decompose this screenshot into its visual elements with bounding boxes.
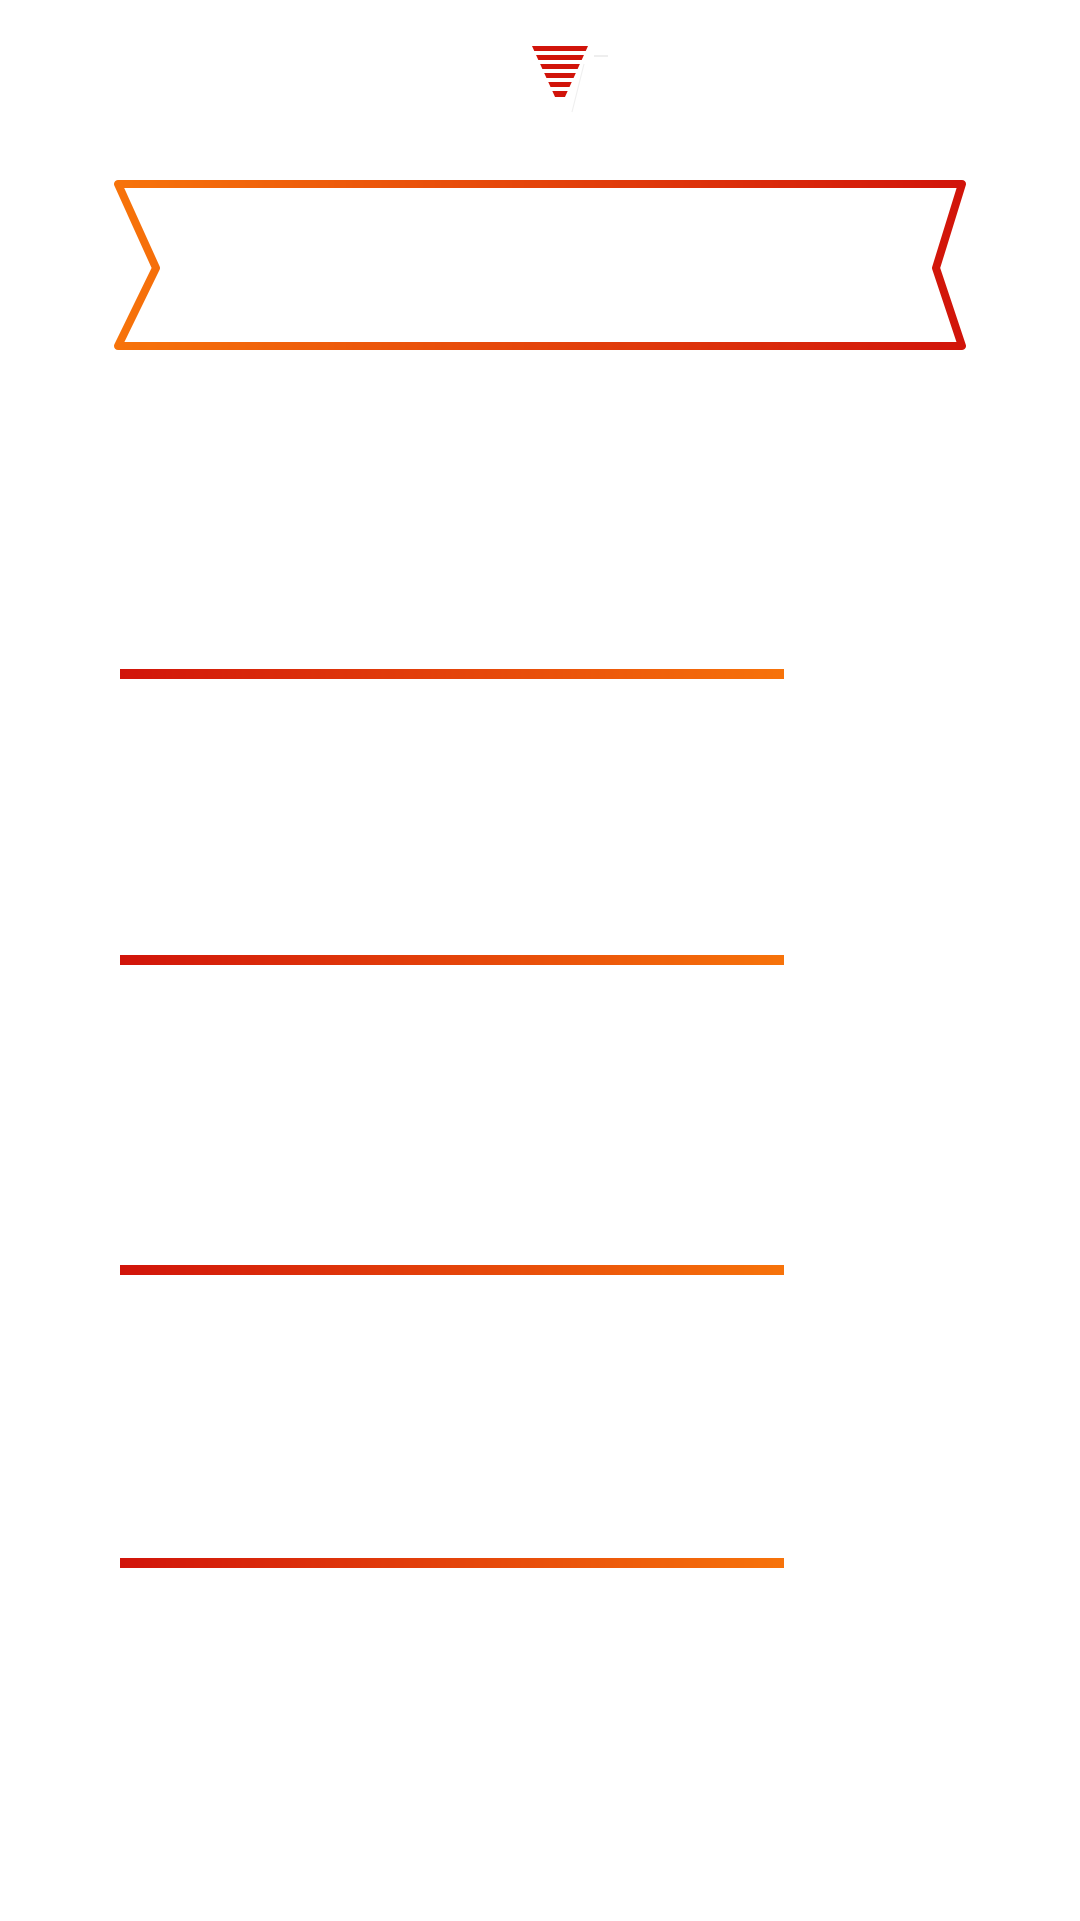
gradient-divider [120,666,784,676]
ribbon-banner [110,176,970,356]
gradient-divider [120,1262,784,1272]
gradient-divider [120,1555,784,1565]
ribbon-banner-outline [118,184,962,346]
gradient-divider [120,952,784,962]
striped-triangle-logo-icon [532,44,622,120]
